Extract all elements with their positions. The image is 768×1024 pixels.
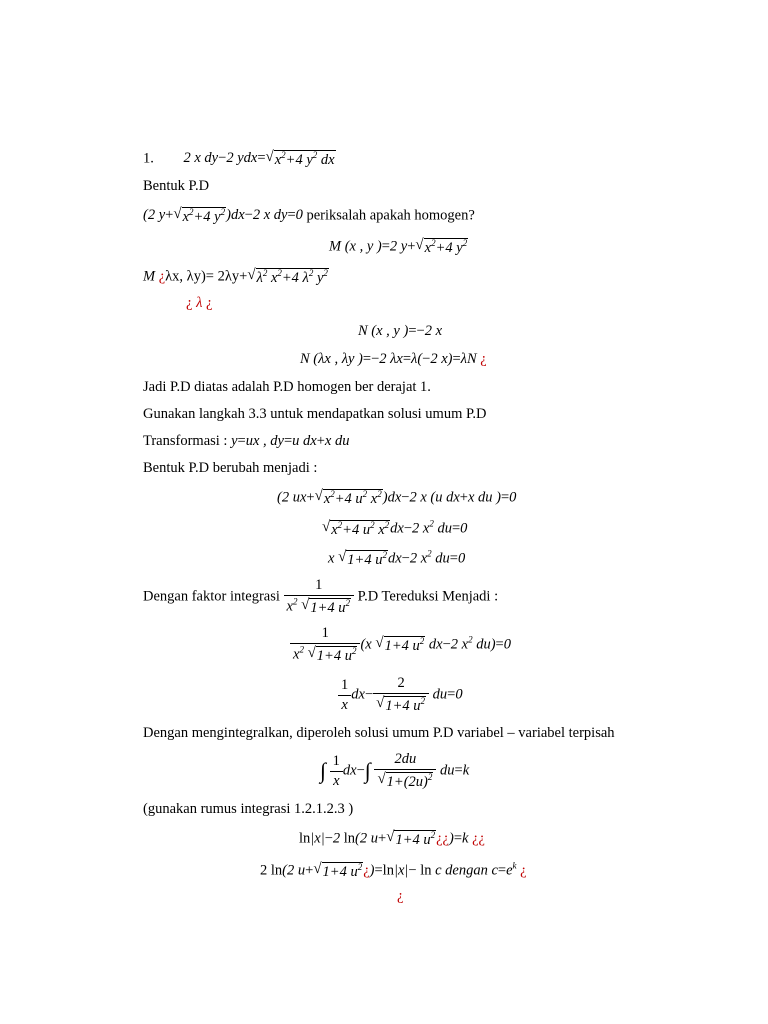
equation-subst-3: x √ 1+4 $u^2$ dx−2 $x^2$ du=0 [328,548,466,568]
fraction-faktor: 1 $x^2$ √ 1+4 $u^2$ [284,578,354,616]
glyph-line-1 [186,296,212,311]
equation-reduced-2: $\frac{1}{x}$ dx− 2 √ 1+4 $u^2$ du=0 [338,676,463,714]
equation-n-lambda: N (λx , λy )=−2 λx=λ(−2 x)=λN ¿ [300,351,487,367]
glyph-3: ¿ [205,295,213,311]
label-bentuk-berubah: Bentuk P.D berubah menjadi : [143,460,318,476]
pd-line [143,207,475,225]
label-periksa: periksalah apakah homogen? [306,207,475,224]
glyph-4: ¿ [480,351,487,367]
glyph-11: ¿ [397,888,404,904]
equation-m-lambda: M ¿λx, λy)= 2λy+ √ $\lambda^2$ $x^2+4$ $\lambda^2$ $y^2$ [143,267,328,286]
label-integral: Dengan mengintegralkan, diperoleh solusi umum P.D variabel – variabel terpisah [143,725,615,741]
equation-2: (2 y+ √ $x^2+4$ $y^2$ )dx−2 x dy=0 [143,206,303,225]
glyph-line-2 [397,889,403,904]
label-rumus: (gunakan rumus integrasi 1.2.1.2.3 ) [143,801,354,817]
glyph-1: ¿ [158,268,166,285]
glyph-8: ¿ [478,830,485,847]
glyph-6: ¿ [442,830,449,847]
label-bentuk-pd: Bentuk P.D [143,178,210,194]
label-faktor-pre: Dengan faktor integrasi [143,588,280,605]
problem-line [143,150,336,168]
glyph-10: ¿ [520,862,527,879]
equation-transform: y=ux , dy=u dx+x du [231,433,350,449]
glyph-9: ¿ [363,862,370,879]
equation-integral: ∫ $\frac{1}{x}$ dx−∫ 2du √ $1+(2u)^2$ du=k [320,751,470,791]
equation-subst-2: √ $x^2+4$ $u^2$ $x^2$ dx−2 $x^2$ du=0 [322,518,468,538]
glyph-7: ¿ [472,830,479,847]
glyph-2: ¿ [186,295,193,311]
problem-number: 1. [143,150,154,167]
label-jadi: Jadi P.D diatas adalah P.D homogen ber derajat 1. [143,379,431,395]
equation-ln-1: ln|x|−2 ln(2 u+ √ 1+4 $u^2$ ¿¿)=k ¿¿ [299,829,485,848]
equation-reduced-1: 1 $x^2$ √ 1+4 $u^2$ (x √ 1+4 $u^2$ dx−2 $x^2$ du)=0 [290,626,511,664]
transformasi-line [143,434,349,449]
equation-ln-2: 2 ln(2 u+ √ 1+4 $u^2$ ¿)=ln|x|− ln c dengan $c=e^k$ ¿ [260,860,527,880]
equation-1: 2 x dy−2 ydx= √ $x^2+4$ $y^2$ dx [183,149,335,168]
label-faktor-post: P.D Tereduksi Menjadi : [357,588,499,605]
glyph-5: ¿ [436,830,443,847]
lambda-symbol: λ [196,295,203,311]
label-transformasi: Transformasi : [143,433,228,449]
label-dengan: dengan [445,862,488,879]
label-gunakan: Gunakan langkah 3.3 untuk mendapatkan solusi umum P.D [143,406,487,422]
faktor-line [143,578,498,616]
equation-m: M (x , y )=2 y+ √ $x^2+4$ $y^2$ [329,237,468,256]
equation-n: N (x , y )=−2 x [358,323,443,339]
equation-subst-1: (2 ux+ √ $x^2+4$ $u^2$ $x^2$ )dx−2 x (u dx+x du )=0 [277,488,517,507]
